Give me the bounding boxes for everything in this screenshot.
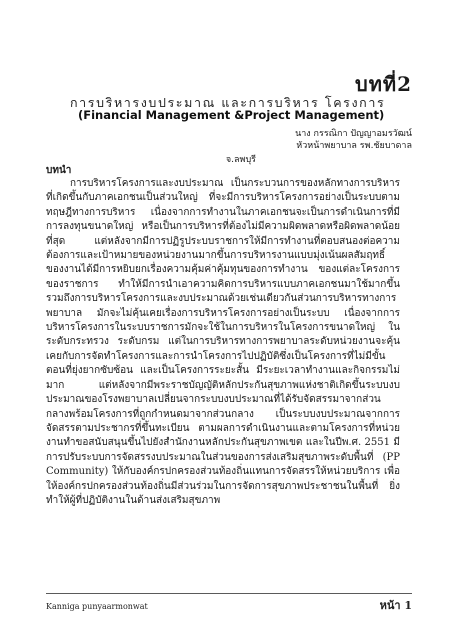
page-footer — [46, 593, 412, 614]
author-province: จ.ลพบุรี — [225, 155, 256, 165]
footer-author: Kanniga punyaarmonwat — [46, 602, 148, 611]
page-number: หน้า 1 — [379, 599, 412, 612]
title-thai: การบริหารงบประมาณ และการบริหาร โครงการ — [70, 95, 386, 110]
title-english: (Financial Management &Project Management) — [78, 108, 385, 122]
author-name: นาง กรรณิกา ปัญญาอมรวัฒน์ — [295, 129, 412, 139]
body-text — [46, 177, 400, 508]
section-heading: บทนำ — [46, 165, 72, 176]
body-paragraph: การบริหารโครงการและงบประมาณ เป็นกระบวนการของหลักทางการบริหาร ที่เกิดขึ้นกับภาคเอกชนเป็นส่วนใหญ่ ที่จะมีการบริหารโครงการอย่างเป็นระบบตามทฤษฎีทางการบริหาร เนื่องจากการทำงานในภาคเอกชนจะเป็นการดำเนินการที่มีการลงทุนขนาดใหญ่ หรือเป็นการบริหารที่ต้องไม่มีความผิดพลาดหรือผิดพลาดน้อยที่สุด แต่หลังจากมีการปฏิรูประบบราชการให้มีการทำงานที่ตอบสนองต่อความต้องการและเป้าหมายของหน่วยงานมากขึ้นการบริหารงานแบบมุ่งเน้นผลสัมฤทธิ์ของงานได้มีการหยิบยกเรื่องความคุ้มค่าคุ้มทุนของการทำงาน ของแต่ละโครงการของราชการ ทำให้มีการนำเอาความคิดการบริหารแบบภาคเอกชนมาใช้มากขึ้นรวมถึงการบริหารโครงการและงบประมาณด้วยเช่นเดียวกันส่วนการบริหารทางการพยาบาล มักจะไม่คุ้นเคยเรื่องการบริหารโครงการอย่างเป็นระบบ เนื่องจากการบริหารโครงการในระบบราชการมักจะใช้ในการบริหารในโครงการขนาดใหญ่ ในระดับกระทรวง ระดับกรม แต่ในการบริหารทางการพยาบาลระดับหน่วยงานจะคุ้นเคยกับการจัดทำโครงการและการนำโครงการไปปฏิบัติซึ่งเป็นโครงการที่ไม่มีขั้นตอนที่ยุ่งยากซับซ้อน และเป็นโครงการระยะสั้น มีระยะเวลาทำงานและกิจกรรมไม่มาก แต่หลังจากมีพระราชบัญญัติหลักประกันสุขภาพแห่งชาติเกิดขึ้นระบบงบประมาณของโรงพยาบาลเปลี่ยนจากระบบงบประมาณที่ได้รับจัดสรรมาจากส่วนกลางพร้อมโครงการที่ถูกกำหนดมาจากส่วนกลาง เป็นระบบงบประมาณจากการจัดสรรตามประชากรที่ขึ้นทะเบียน ตามผลการดำเนินงานและตามโครงการที่หน่วยงานทำขอสนับสนุนขึ้นไปยังสำนักงานหลักประกันสุขภาพเขต และในปีพ.ศ. 2551 มีการปรับระบบการจัดสรรงบประมาณในส่วนของการส่งเสริมสุขภาพระดับพื้นที่ (PP Community) ให้กับองค์กรปกครองส่วนท้องถิ่นแทนการจัดสรรให้หน่วยบริการ เพื่อให้องค์กรปกครองส่วนท้องถิ่นมีส่วนร่วมในการจัดการสุขภาพประชาชนในพื้นที่ ยิ่งทำให้ผู้ที่ปฏิบัติงานในด้านส่งเสริมสุขภาพ — [46, 178, 400, 506]
chapter-heading: บทที่2 — [355, 72, 412, 96]
author-position: หัวหน้าพยาบาล รพ.ชัยบาดาล — [296, 141, 412, 151]
